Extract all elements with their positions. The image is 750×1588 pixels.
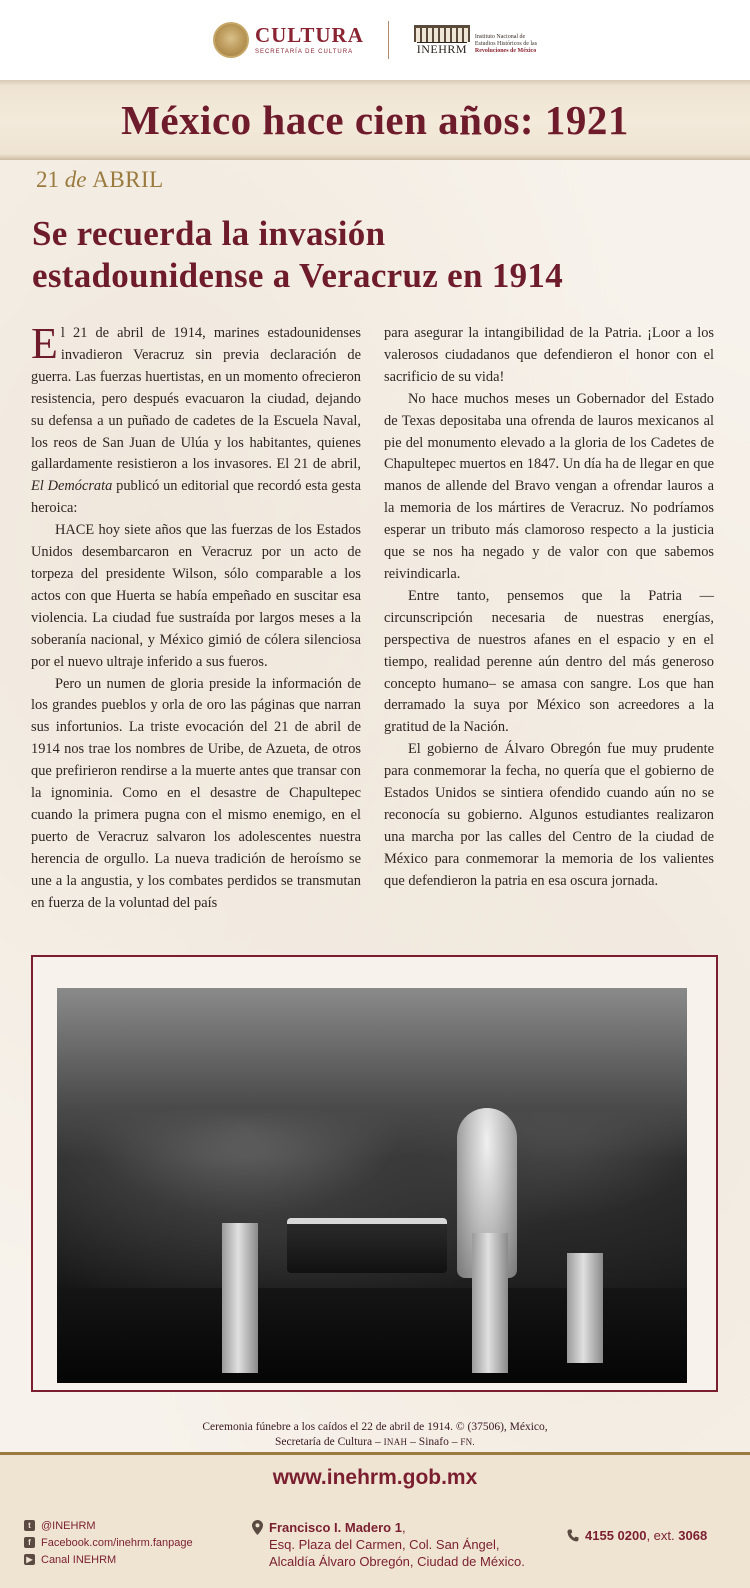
paragraph: Pero un numen de gloria preside la información de los grandes pueblos y orla de oro las páginas que narran sus infortunios. La triste evocación del 21 de abril de 1914 nos trae los nombres de Uribe, de Azueta, de otros que prefirieron rendirse a la muerte antes que transar con la ignominia. Como en el desastre de Chapultepec cuando la primera pugna con el mismo enemigo, en el puerto de Veracruz salvaron los adolescentes nuestra herencia de orgullo. La nueva tradición de heroísmo se une a la angustia, y los combates perdidos se transmutan en fuerza de la voluntad del país	[31, 675, 361, 911]
cultura-wordmark: CULTURA	[254, 23, 364, 47]
social-links	[24, 1517, 193, 1568]
article-column-right	[384, 323, 714, 893]
website-link[interactable]: www.inehrm.gob.mx	[272, 1466, 478, 1489]
inehrm-wordmark: INEHRM	[416, 42, 468, 56]
banner-title: México hace cien años: 1921	[121, 97, 629, 143]
title-banner	[0, 80, 750, 160]
phone-icon	[567, 1529, 579, 1542]
paragraph: El gobierno de Álvaro Obregón fue muy prudente para conmemorar la fecha, no quería que el gobierno de Estados Unidos se sintiera ofendido cuando aún no se reconocía su gobierno. Algunos estudiantes realizaron una marcha por las calles del Centro de la ciudad de México para conmemorar la memoria de los valientes que defendieron la patria en esa oscura jornada.	[384, 741, 714, 889]
facebook-icon: f	[24, 1537, 35, 1548]
social-link-youtube[interactable]: ▶ Canal INEHRM	[24, 1551, 193, 1568]
inehrm-logo	[413, 25, 537, 55]
top-header	[0, 0, 750, 80]
historic-photo	[57, 988, 687, 1383]
social-link-facebook[interactable]: f Facebook.com/inehrm.fanpage	[24, 1534, 193, 1551]
drop-cap: E	[31, 319, 58, 368]
building-icon	[414, 25, 470, 42]
paragraph: para asegurar la intangibilidad de la Patria. ¡Loor a los valerosos ciudadanos que defendieron el honor con el sacrificio de su vida!	[384, 325, 714, 385]
twitter-icon: t	[24, 1520, 35, 1531]
social-link-twitter[interactable]: t @INEHRM	[24, 1517, 193, 1534]
article-date: 21 de ABRIL	[36, 167, 164, 192]
phone-number[interactable]: 4155 0200, ext. 3068	[567, 1528, 707, 1543]
youtube-icon: ▶	[24, 1554, 35, 1565]
article-title: Se recuerda la invasión estadounidense a Veracruz en 1914	[32, 214, 564, 295]
article-column-left	[31, 319, 361, 914]
cultura-logo	[213, 22, 364, 58]
newspaper-name: El Demócrata	[31, 478, 113, 495]
location-pin-icon	[252, 1520, 263, 1535]
inehrm-fullname: Instituto Nacional de Estudios Históricos de las Revoluciones de México	[474, 34, 538, 54]
photo-caption: Ceremonia fúnebre a los caídos el 22 de abril de 1914. © (37506), México, Secretaría de Cultura – INAH – Sinafo – FN.	[202, 1421, 548, 1448]
paragraph: HACE hoy siete años que las fuerzas de los Estados Unidos desembarcaron en Veracruz por un acto de torpeza del presidente Wilson, sólo comparable a los actos con que Huerta se había empeñado en suscitar esa violencia. La ciudad fue sustraída por largos meses a la soberanía nacional, y México gimió de cólera silenciosa por el nuevo ultraje inferido a sus fueros.	[31, 522, 361, 670]
paragraph: El 21 de abril de 1914, marines estadounidenses invadieron Veracruz sin previa declaración de guerra. Las fuerzas huertistas, en un momento ofrecieron resistencia, pero después evacuaron la ciudad, dejando su defensa a un puñado de cadetes de la Escuela Naval, los reos de San Juan de Ulúa y los habitantes, quienes gallardamente resistieron a los invasores. El 21 de abril, El Demócrata publicó un editorial que recordó esta gesta heroica:	[31, 319, 361, 517]
paragraph: Entre tanto, pensemos que la Patria —circunscripción necesaria de nuestras energías, perspectiva de nuestros afanes en el espacio y en el tiempo, realidad perenne aún dentro del más generoso concepto humano– se amasa con sangre. Los que han derramado la suya por México son acreedores a la gratitud de la Nación.	[384, 587, 714, 736]
paragraph: No hace muchos meses un Gobernador del Estado de Texas depositaba una ofrenda de lauros mexicanos al pie del monumento elevado a la gloria de los Cadetes de Chapultepec muertos en 1847. Un día ha de llegar en que manos de allende del Bravo vengan a ofrendar lauros a la memoria de los mártires de Veracruz. No podríamos esperar un tributo más clamoroso respecto a la justicia que se nos ha negado y de valor con que sabemos reivindicarla.	[384, 390, 714, 582]
cultura-subtitle: SECRETARÍA DE CULTURA	[254, 49, 354, 55]
address: Francisco I. Madero 1, Esq. Plaza del Carmen, Col. San Ángel, Alcaldía Álvaro Obregón, Ciudad de México.	[252, 1519, 525, 1570]
coat-of-arms-icon	[213, 22, 249, 58]
header-divider	[388, 21, 389, 59]
